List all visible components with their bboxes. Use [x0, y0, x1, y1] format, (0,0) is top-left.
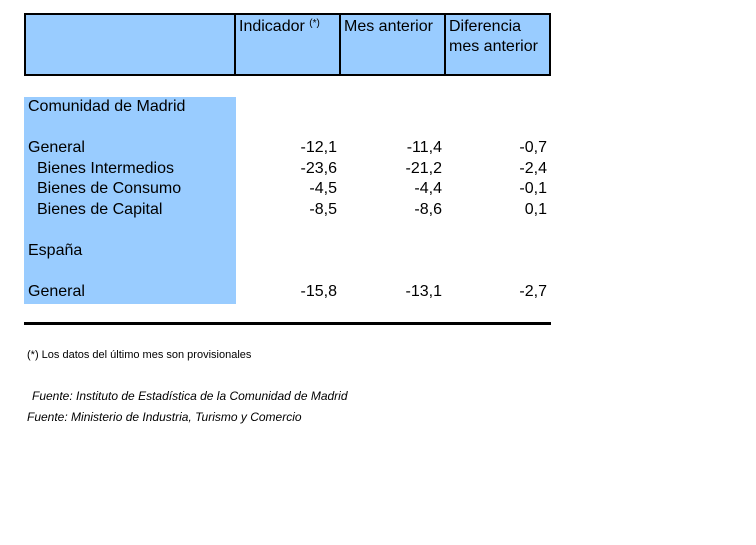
row-label: General	[28, 139, 85, 156]
table-row	[0, 179, 756, 199]
table-row	[0, 200, 756, 220]
source-line: Fuente: Ministerio de Industria, Turismo y Comercio	[27, 410, 302, 424]
footnote: (*) Los datos del último mes son provisionales	[27, 349, 252, 361]
cell-mes-anterior: -21,2	[405, 160, 442, 177]
table-row	[0, 282, 756, 302]
section-title: Comunidad de Madrid	[28, 98, 186, 115]
table-header	[24, 13, 551, 76]
cell-indicador: -15,8	[300, 283, 337, 300]
section-title-row	[0, 241, 756, 261]
cell-diferencia: -2,7	[519, 283, 547, 300]
row-label: Bienes Intermedios	[37, 160, 174, 177]
cell-mes-anterior: -4,4	[414, 180, 442, 197]
cell-diferencia: -0,1	[519, 180, 547, 197]
section-title-row	[0, 97, 756, 117]
table-row	[0, 159, 756, 179]
cell-indicador: -12,1	[300, 139, 337, 156]
header-diferencia-line2: mes anterior	[449, 38, 538, 55]
cell-mes-anterior: -8,6	[414, 201, 442, 218]
cell-mes-anterior: -11,4	[406, 139, 442, 156]
row-label: Bienes de Consumo	[37, 180, 182, 197]
header-indicador	[236, 15, 341, 74]
row-label: Bienes de Capital	[37, 201, 163, 218]
cell-diferencia: -0,7	[519, 139, 547, 156]
cell-diferencia: -2,4	[519, 160, 547, 177]
cell-mes-anterior: -13,1	[405, 283, 442, 300]
source-line: Fuente: Instituto de Estadística de la Comunidad de Madrid	[32, 389, 348, 403]
cell-diferencia: 0,1	[524, 201, 547, 218]
header-indicador-label: Indicador	[239, 18, 305, 35]
bottom-rule	[24, 322, 551, 325]
cell-indicador: -4,5	[309, 180, 337, 197]
header-mes-anterior: Mes anterior	[341, 15, 446, 74]
row-label: General	[28, 283, 85, 300]
section-title: España	[28, 242, 83, 259]
cell-indicador: -23,6	[300, 160, 337, 177]
header-diferencia-line1: Diferencia	[449, 18, 522, 35]
cell-indicador: -8,5	[309, 201, 337, 218]
header-label-cell	[26, 15, 236, 74]
header-diferencia	[446, 15, 551, 74]
header-indicador-note: (*)	[309, 18, 320, 29]
table-row	[0, 138, 756, 158]
